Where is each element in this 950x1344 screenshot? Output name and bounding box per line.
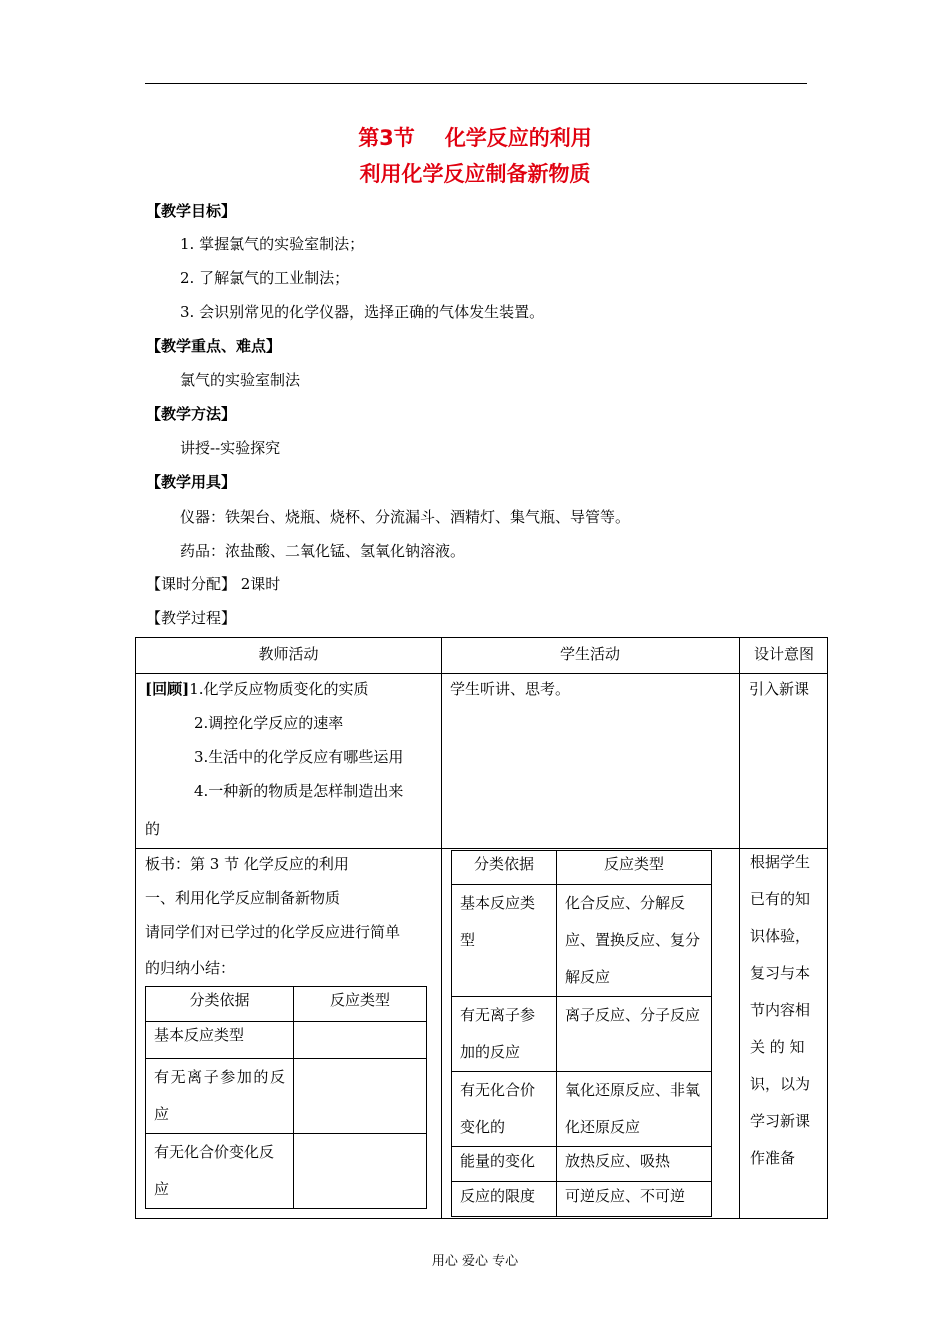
table-cell: 基本反应类型 xyxy=(452,885,557,997)
table-header: 分类依据 xyxy=(146,987,294,1022)
objective-item: 3. 会识别常见的化学仪器，选择正确的气体发生装置。 xyxy=(180,303,545,321)
objective-item: 2. 了解氯气的工业制法； xyxy=(180,269,350,287)
review-item: 4.一种新的物质是怎样制造出来 xyxy=(194,782,404,800)
header-intent: 设计意图 xyxy=(753,645,814,663)
table-cell: 有无离子参加的反应 xyxy=(146,1059,294,1134)
table-cell: 有无化合价变化的 xyxy=(452,1072,557,1147)
objectives-heading: 【教学目标】 xyxy=(146,202,237,220)
teacher-summary-table xyxy=(145,986,427,1209)
table-cell: 氧化还原反应、非氧化还原反应 xyxy=(557,1072,712,1147)
objective-item: 1. 掌握氯气的实验室制法； xyxy=(180,235,365,253)
header-rule xyxy=(145,83,807,84)
process-heading: 【教学过程】 xyxy=(146,609,237,627)
table-cell: 反应的限度 xyxy=(452,1182,557,1217)
design-intent: 引入新课 xyxy=(749,680,810,698)
process-table xyxy=(135,637,828,1219)
table-cell: 放热反应、吸热 xyxy=(557,1147,712,1182)
review-item: 2.调控化学反应的速率 xyxy=(194,714,344,732)
table-cell: 可逆反应、不可逆 xyxy=(557,1182,712,1217)
table-cell: 离子反应、分子反应 xyxy=(557,997,712,1072)
lesson-title: 利用化学反应制备新物质 xyxy=(359,162,591,186)
table-cell xyxy=(294,1022,427,1059)
tools-instruments: 仪器：铁架台、烧瓶、烧杯、分流漏斗、酒精灯、集气瓶、导管等。 xyxy=(180,508,631,526)
tools-reagents: 药品：浓盐酸、二氧化锰、氢氧化钠溶液。 xyxy=(180,542,466,560)
page-footer: 用心 爱心 专心 xyxy=(431,1254,519,1269)
table-cell: 基本反应类型 xyxy=(146,1022,294,1059)
method-text: 讲授--实验探究 xyxy=(180,439,281,457)
review-item: [回顾]1.化学反应物质变化的实质 xyxy=(145,680,369,698)
table-header: 反应类型 xyxy=(557,851,712,885)
review-item: 的 xyxy=(145,820,161,838)
method-heading: 【教学方法】 xyxy=(146,405,237,423)
table-cell: 化合反应、分解反应、置换反应、复分解反应 xyxy=(557,885,712,997)
student-summary-table xyxy=(451,850,712,1217)
board-text: 一、利用化学反应制备新物质 xyxy=(145,889,341,907)
header-teacher: 教师活动 xyxy=(258,645,319,663)
student-activity: 学生听讲、思考。 xyxy=(450,680,571,698)
design-intent-block: 根据学生 已有的知 识体验， 复习与本 节内容相 关 的 知 识，以为 学习新课 作准备 xyxy=(750,853,811,1167)
hours-line: 【课时分配】 2课时 xyxy=(146,575,281,593)
review-item: 3.生活中的化学反应有哪些运用 xyxy=(194,748,404,766)
header-student: 学生活动 xyxy=(559,645,620,663)
key-points-text: 氯气的实验室制法 xyxy=(180,371,301,389)
table-cell xyxy=(294,1134,427,1209)
table-cell xyxy=(294,1059,427,1134)
board-text: 板书：第 3 节 化学反应的利用 xyxy=(145,855,349,873)
table-header: 反应类型 xyxy=(294,987,427,1022)
key-points-heading: 【教学重点、难点】 xyxy=(146,337,282,355)
table-header: 分类依据 xyxy=(452,851,557,885)
table-cell: 能量的变化 xyxy=(452,1147,557,1182)
section-title: 第3节 化学反应的利用 xyxy=(358,126,592,150)
board-text: 的归纳小结： xyxy=(145,959,236,977)
table-cell: 有无化合价变化反应 xyxy=(146,1134,294,1209)
tools-heading: 【教学用具】 xyxy=(146,473,237,491)
table-cell: 有无离子参加的反应 xyxy=(452,997,557,1072)
board-text: 请同学们对已学过的化学反应进行简单 xyxy=(145,923,401,941)
